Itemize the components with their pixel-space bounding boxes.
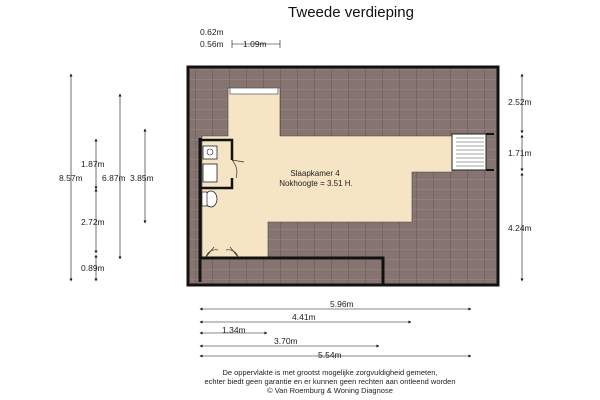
dim-top-0: 0.62m	[200, 27, 224, 37]
dim-top-1: 0.56m	[200, 39, 224, 49]
disclaimer-line-1: De oppervlakte is met grootst mogelijke zorgvuldigheid gemeten,	[222, 368, 438, 377]
disclaimer-line-3: © Van Roemburg & Woning Diagnose	[267, 386, 393, 395]
dim-left-5: 0.89m	[81, 263, 105, 273]
dim-right-0: 2.52m	[508, 97, 532, 107]
shower-fixture	[203, 164, 217, 182]
page-title: Tweede verdieping	[288, 4, 414, 21]
sink-fixture	[203, 146, 217, 159]
dim-bottom-1: 4.41m	[292, 312, 316, 322]
skylight	[230, 88, 278, 94]
dim-bottom-2: 1.34m	[222, 325, 246, 335]
dim-left-1: 6.87m	[102, 173, 126, 183]
dim-bottom-0: 5.96m	[330, 299, 354, 309]
dim-top-2: 1.09m	[243, 39, 267, 49]
dim-bottom-3: 3.70m	[274, 336, 298, 346]
dim-left-4: 2.72m	[81, 217, 105, 227]
dim-right-2: 4.24m	[508, 223, 532, 233]
dim-right-1: 1.71m	[508, 148, 532, 158]
dim-left-3: 1.87m	[81, 159, 105, 169]
disclaimer-line-2: echter biedt geen garantie en er kunnen geen rechten aan ontleend worden	[204, 377, 456, 386]
room-ridge-height: Nokhoogte = 3.51 H.	[279, 179, 353, 188]
room-name: Slaapkamer 4	[290, 169, 340, 178]
dim-bottom-4: 5.54m	[318, 350, 342, 360]
dim-left-2: 3.85m	[130, 173, 154, 183]
dim-left-0: 8.57m	[59, 173, 83, 183]
